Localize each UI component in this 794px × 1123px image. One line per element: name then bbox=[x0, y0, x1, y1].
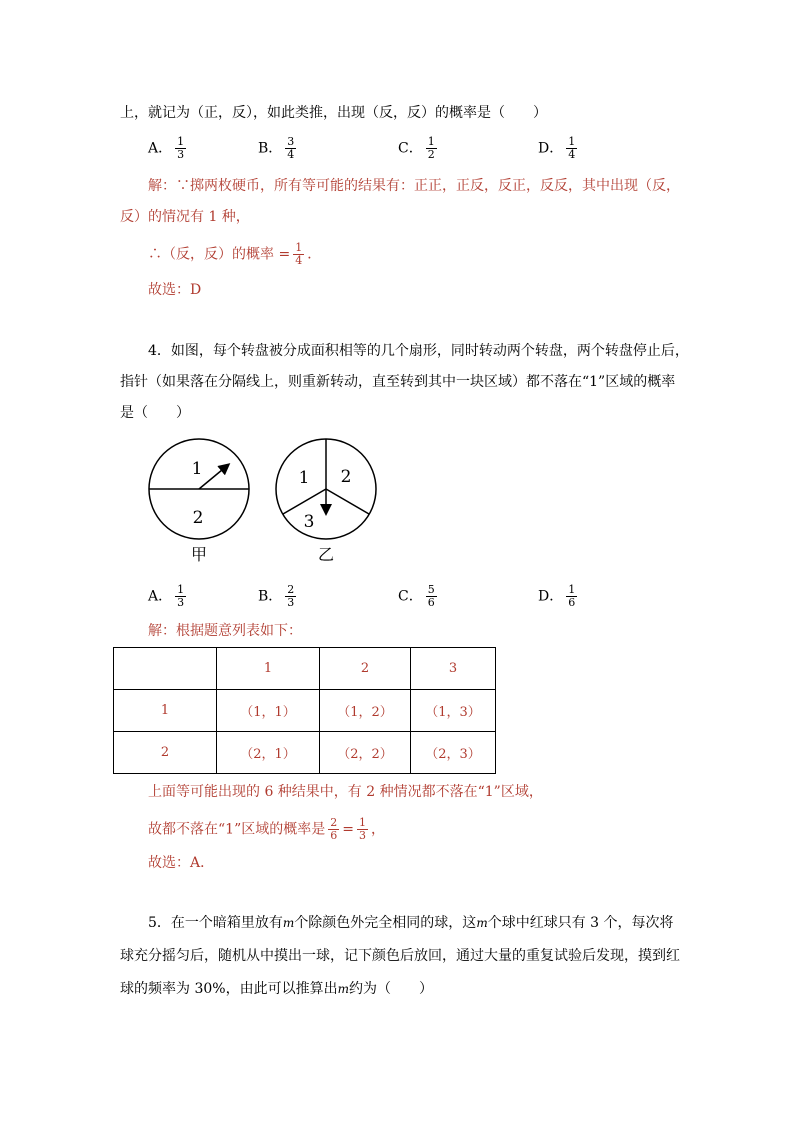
q3-solution-line-3: ∴（反，反）的概率 = $\frac{1}{4}$ ． bbox=[148, 241, 322, 267]
q4-option-d[interactable]: D． $\frac{1}{6}$ bbox=[538, 583, 576, 609]
table-cell: （1，1） bbox=[217, 690, 320, 732]
fraction: $\frac{2}{6}$ bbox=[330, 816, 338, 842]
table-row bbox=[114, 732, 496, 774]
spinner-yi-label-1: 1 bbox=[298, 468, 310, 488]
table-cell bbox=[114, 648, 217, 690]
variable-m: m bbox=[476, 916, 488, 930]
spinner-yi-divider-right bbox=[326, 489, 369, 514]
table-cell: 2 bbox=[320, 648, 411, 690]
q3-option-a[interactable]: A． $\frac{1}{3}$ bbox=[148, 135, 185, 161]
q4-answer: 故选：A． bbox=[148, 855, 215, 871]
q4-option-c[interactable]: C． $\frac{5}{6}$ bbox=[398, 583, 435, 609]
spinner-jia bbox=[149, 439, 249, 564]
table-cell: （2，1） bbox=[217, 732, 320, 774]
spinner-yi-divider-left bbox=[283, 489, 326, 514]
fraction: $\frac{1}{3}$ bbox=[177, 135, 185, 161]
q3-option-b[interactable]: B． $\frac{3}{4}$ bbox=[258, 135, 295, 161]
table-cell: （1，3） bbox=[411, 690, 496, 732]
q3-answer: 故选：D bbox=[148, 282, 202, 298]
q5-question-line-3: 球的频率为 30%，由此可以推算出m约为（ ） bbox=[120, 981, 433, 997]
fraction: $\frac{3}{4}$ bbox=[287, 135, 295, 161]
spinner-jia-pointer bbox=[199, 465, 228, 489]
q4-question-line-2: 指针（如果落在分隔线上，则重新转动，直至转到其中一块区域）都不落在“1”区域的概率 bbox=[120, 374, 676, 390]
fraction: $\frac{1}{4}$ bbox=[568, 135, 576, 161]
q4-question-line-1: 4．如图，每个转盘被分成面积相等的几个扇形，同时转动两个转盘，两个转盘停止后， bbox=[148, 343, 689, 359]
q4-solution-intro: 解：根据题意列表如下： bbox=[148, 623, 302, 639]
q4-option-a[interactable]: A． $\frac{1}{3}$ bbox=[148, 583, 185, 609]
fraction: $\frac{1}{3}$ bbox=[177, 583, 185, 609]
q4-solution-probability: 故都不落在“1”区域的概率是 $\frac{2}{6}$ = $\frac{1}{3}$ ， bbox=[148, 816, 385, 842]
q4-question-line-3: 是（ ） bbox=[120, 405, 190, 421]
table-cell: 1 bbox=[114, 690, 217, 732]
q3-option-c[interactable]: C． $\frac{1}{2}$ bbox=[398, 135, 435, 161]
table-cell: 3 bbox=[411, 648, 496, 690]
fraction: $\frac{2}{3}$ bbox=[287, 583, 295, 609]
fraction: $\frac{1}{3}$ bbox=[358, 816, 366, 842]
fraction: $\frac{1}{2}$ bbox=[427, 135, 435, 161]
q4-option-b[interactable]: B． $\frac{2}{3}$ bbox=[258, 583, 295, 609]
q3-question-end: 上，就记为（正，反），如此类推，出现（反，反）的概率是（ ） bbox=[120, 105, 547, 121]
q3-solution-line-1: 解：∵掷两枚硬币，所有等可能的结果有：正正，正反，反正，反反，其中出现（反， bbox=[148, 178, 680, 194]
spinner-jia-label-2: 2 bbox=[192, 508, 204, 528]
spinner-yi bbox=[276, 439, 376, 564]
table-cell: 2 bbox=[114, 732, 217, 774]
table-cell: 1 bbox=[217, 648, 320, 690]
q4-solution-after: 上面等可能出现的 6 种结果中，有 2 种情况都不落在“1”区域， bbox=[148, 784, 543, 800]
table-cell: （2，3） bbox=[411, 732, 496, 774]
outcome-table bbox=[113, 647, 496, 774]
q5-question-line-2: 球充分摇匀后，随机从中摸出一球，记下颜色后放回，通过大量的重复试验后发现，摸到红 bbox=[120, 948, 680, 964]
table-cell: （1，2） bbox=[320, 690, 411, 732]
q3-solution-line-2: 反）的情况有 1 种， bbox=[120, 209, 250, 225]
q3-option-d[interactable]: D． $\frac{1}{4}$ bbox=[538, 135, 576, 161]
fraction: $\frac{1}{4}$ bbox=[295, 241, 303, 267]
q5-question-line-1: 5．在一个暗箱里放有m个除颜色外完全相同的球，这m个球中红球只有 3 个，每次将 bbox=[148, 915, 674, 931]
table-row bbox=[114, 690, 496, 732]
table-cell: （2，2） bbox=[320, 732, 411, 774]
variable-m: m bbox=[282, 916, 295, 930]
spinner-yi-name: 乙 bbox=[317, 545, 335, 564]
spinner-yi-label-2: 2 bbox=[340, 467, 352, 487]
table-header-row bbox=[114, 648, 496, 690]
spinner-yi-label-3: 3 bbox=[303, 512, 315, 532]
fraction: $\frac{1}{6}$ bbox=[568, 583, 576, 609]
spinner-jia-name: 甲 bbox=[190, 545, 208, 564]
spinner-jia-label-1: 1 bbox=[191, 459, 203, 479]
variable-m: m bbox=[337, 982, 349, 996]
fraction: $\frac{5}{6}$ bbox=[427, 583, 435, 609]
